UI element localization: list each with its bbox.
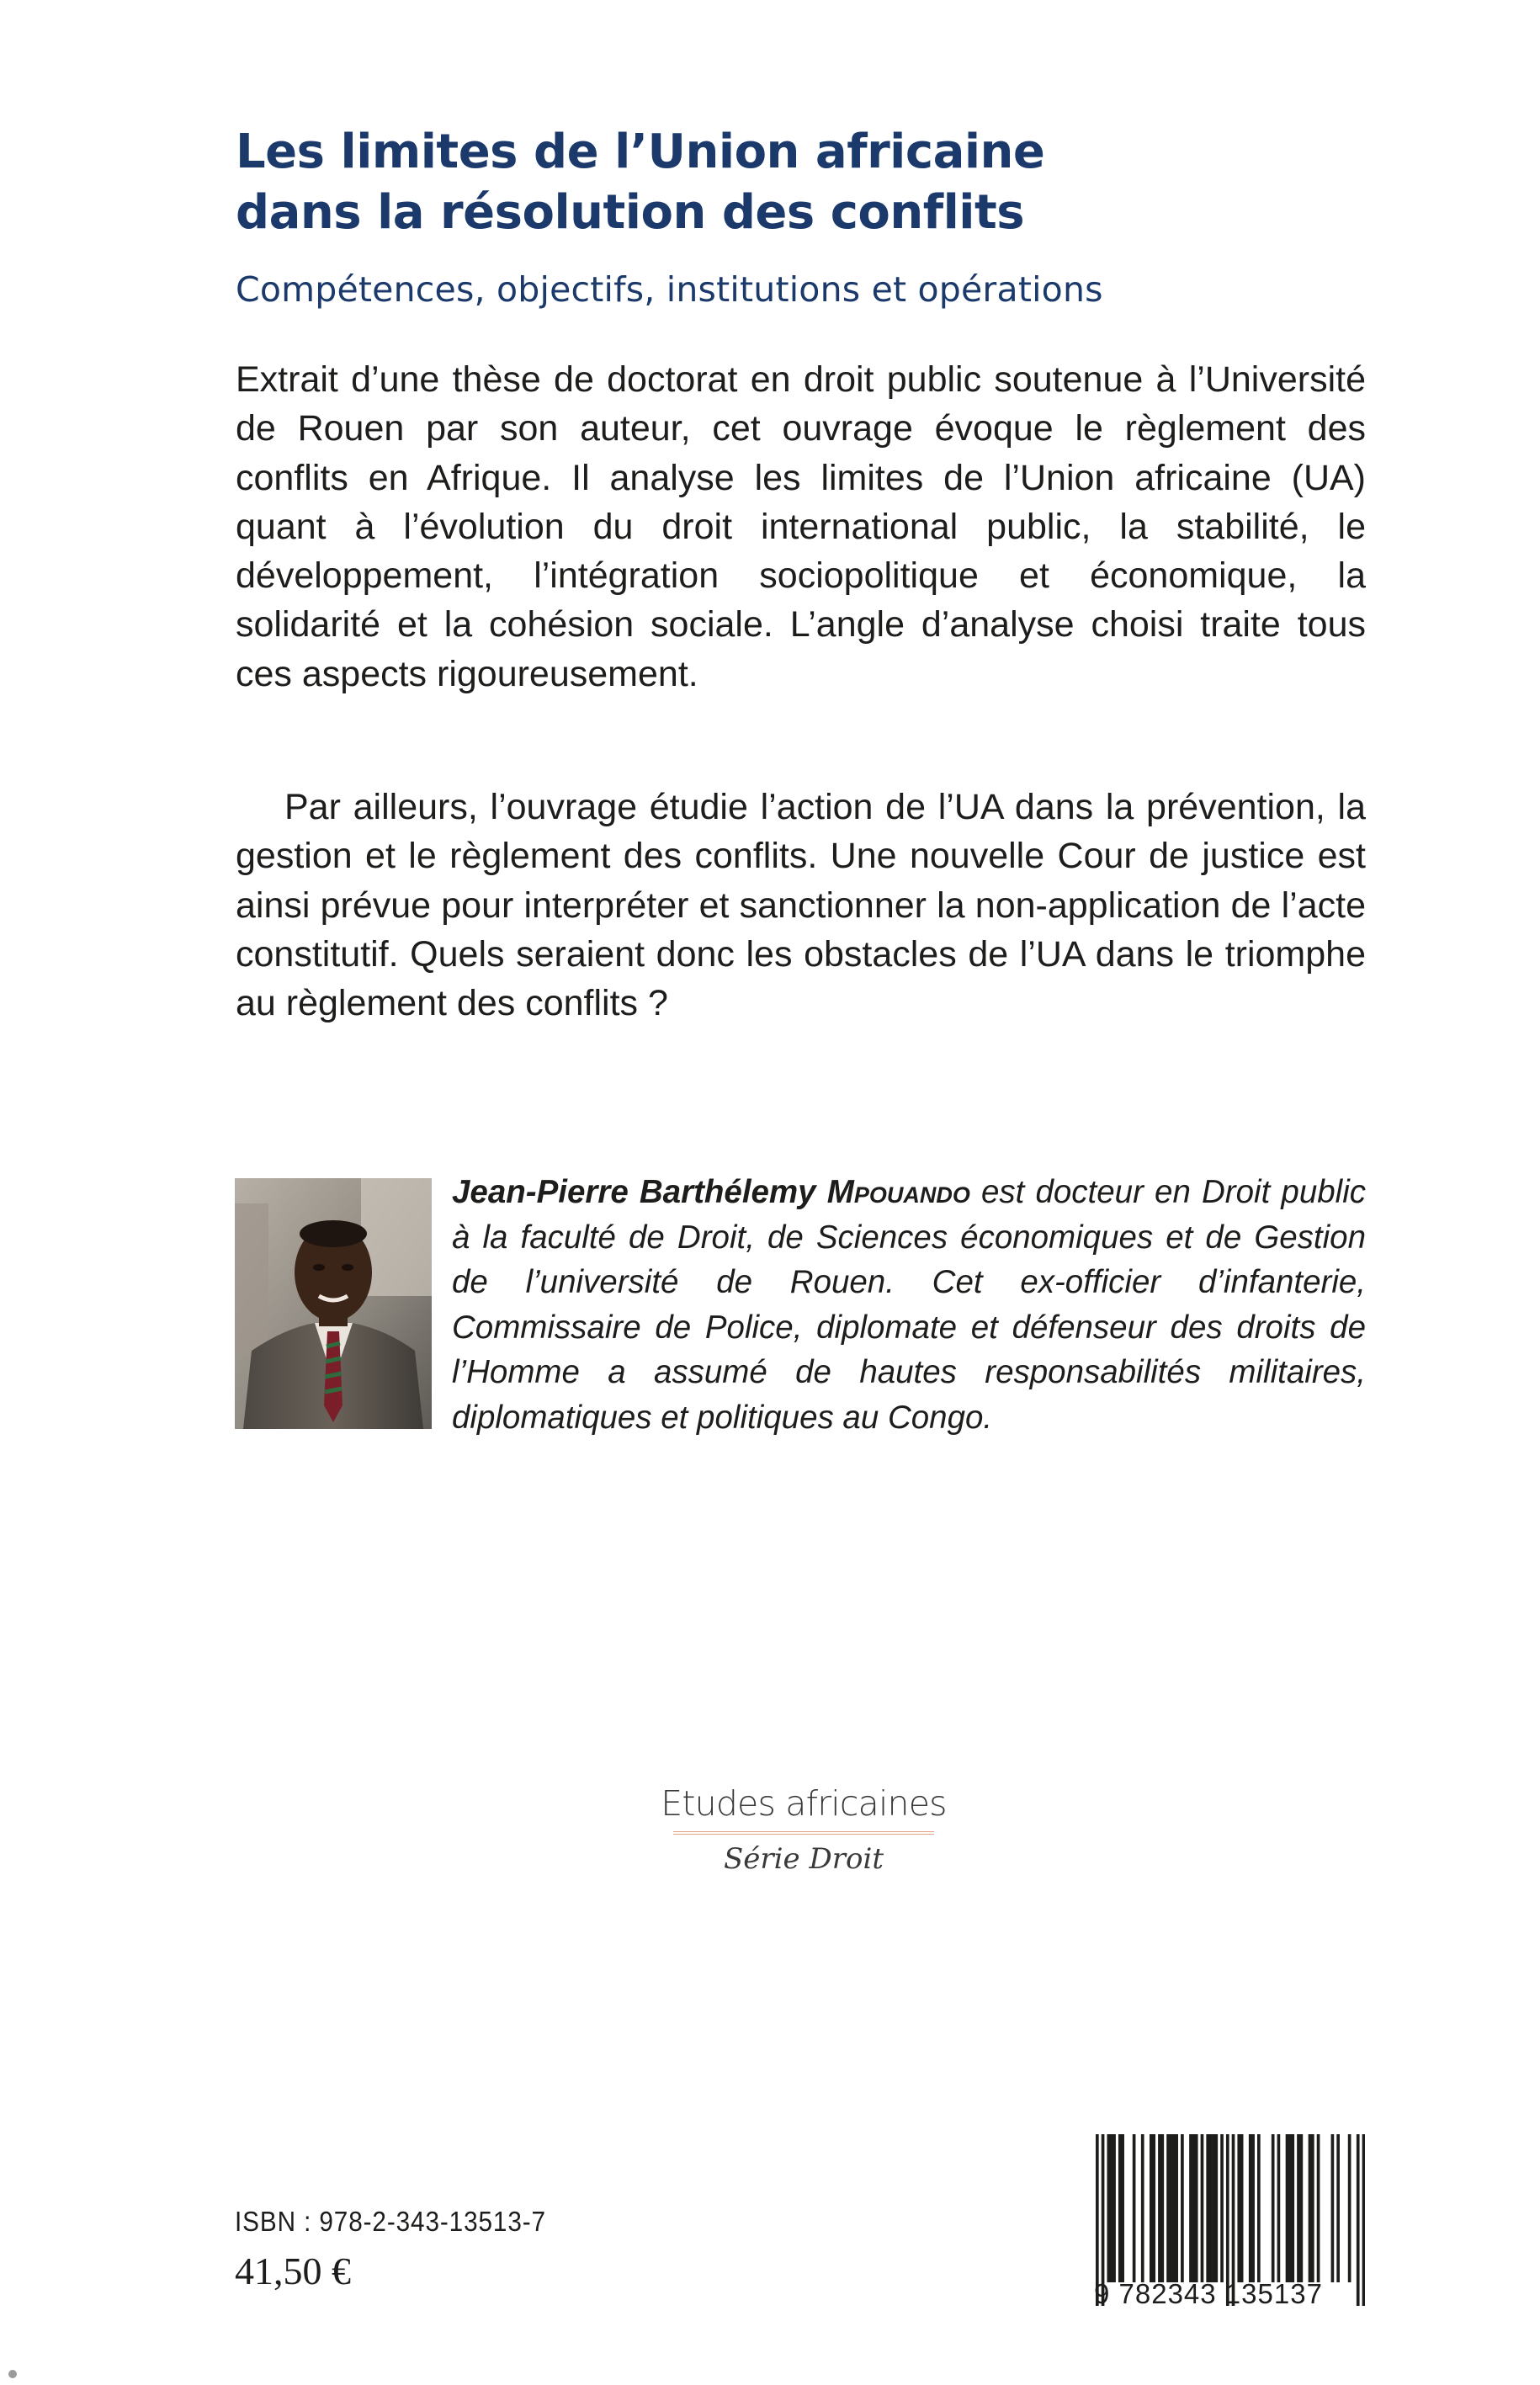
barcode-bar xyxy=(1240,2134,1244,2282)
book-title-line-1: Les limites de l’Union africaine xyxy=(236,125,1045,179)
barcode-bar xyxy=(1206,2134,1209,2282)
barcode-bar xyxy=(1118,2134,1122,2282)
barcode-bar xyxy=(1317,2134,1320,2282)
author-first-names: Jean-Pierre Barthélemy xyxy=(452,1174,816,1210)
barcode-bar xyxy=(1192,2134,1196,2282)
book-title-line-2: dans la résolution des conflits xyxy=(236,185,1025,240)
barcode-bar xyxy=(1175,2134,1178,2282)
barcode-bar xyxy=(1201,2134,1204,2282)
barcode-bar xyxy=(1297,2134,1300,2282)
barcode-bar xyxy=(1237,2134,1240,2282)
barcode-bar xyxy=(1288,2134,1292,2282)
barcode-bar xyxy=(1172,2134,1176,2282)
barcode-bar xyxy=(1110,2134,1113,2282)
barcode-bar xyxy=(1195,2134,1198,2282)
barcode-bar xyxy=(1311,2134,1314,2282)
registration-mark xyxy=(8,2370,17,2378)
barcode-digits: 9 782343 135137 xyxy=(1094,2278,1323,2309)
barcode-bar xyxy=(1181,2134,1184,2282)
barcode-bar xyxy=(1189,2134,1192,2282)
barcode-bar xyxy=(1336,2134,1340,2282)
barcode-bar xyxy=(1249,2134,1252,2282)
isbn: ISBN : 978-2-343-13513-7 xyxy=(235,2206,546,2237)
summary-paragraph-2: Par ailleurs, l’ouvrage étudie l’action de l’UA dans la prévention, la gestion et le règlement des conflits. Une nouvelle Cour de justice est ainsi prévue pour interpréter et sanctionner la non-application de l’acte constitutif. Quels seraient donc les obstacles de l’UA dans le triomphe au règlement des conflits ? xyxy=(236,787,1366,1024)
author-surname: Mpouando xyxy=(826,1174,970,1210)
barcode-bar xyxy=(1152,2134,1155,2282)
summary-paragraph-1: Extrait d’une thèse de doctorat en droit public soutenue à l’Université de Rouen par son auteur, cet ouvrage évoque le règlement des conflits en Afrique. Il analyse les limites de l’Union africaine (UA) quant à l’évolution du droit international public, la stabilité, le développement, l’intégration sociopolitique et économique, la solidarité et la cohésion sociale. L’angle d’analyse choisi traite tous ces aspects rigoureusement. xyxy=(236,359,1366,694)
barcode-bar xyxy=(1291,2134,1294,2282)
barcode-bar xyxy=(1107,2134,1110,2282)
barcode-bar xyxy=(1133,2134,1136,2282)
author-bio xyxy=(452,1170,1366,1441)
barcode-bar xyxy=(1212,2134,1215,2282)
series-name: Etudes africaines xyxy=(661,1783,947,1824)
barcode-bar xyxy=(1121,2134,1124,2282)
barcode-bar xyxy=(1141,2134,1144,2282)
barcode-bar xyxy=(1257,2134,1261,2282)
series-block xyxy=(656,1782,951,1880)
barcode-bar xyxy=(1150,2134,1153,2282)
barcode-bar xyxy=(1251,2134,1255,2282)
series-subseries: Série Droit xyxy=(724,1842,884,1876)
barcode-bar xyxy=(1170,2134,1173,2282)
barcode-bar xyxy=(1272,2134,1275,2282)
price: 41,50 € xyxy=(235,2250,351,2292)
barcode-bar xyxy=(1309,2134,1312,2282)
barcode-bar xyxy=(1300,2134,1304,2282)
barcode-bar xyxy=(1277,2134,1281,2282)
series-divider xyxy=(673,1831,934,1835)
barcode-bar xyxy=(1160,2134,1164,2282)
barcode-bar xyxy=(1113,2134,1116,2282)
barcode-bar xyxy=(1166,2134,1170,2282)
author-photo xyxy=(235,1178,432,1429)
barcode-bar xyxy=(1209,2134,1213,2282)
author-bio-text: est docteur en Droit public à la faculté de Droit, de Sciences économiques et de Gestion de l’université de Rouen. Cet ex-officier d’infanterie, Commissaire de Police, diplomate et défenseur des droits de l’Homme a assumé de hautes responsabilités militaires, diplomatiques et politiques au Congo. xyxy=(452,1174,1367,1436)
barcode-bar xyxy=(1348,2134,1351,2282)
barcode-bar xyxy=(1214,2134,1218,2282)
book-title xyxy=(236,122,1414,243)
barcode-bar xyxy=(1286,2134,1289,2282)
barcode-bar xyxy=(1220,2134,1224,2282)
book-subtitle: Compétences, objectifs, institutions et opérations xyxy=(236,269,1103,310)
barcode-bar xyxy=(1331,2134,1335,2282)
barcode-bar xyxy=(1158,2134,1161,2282)
